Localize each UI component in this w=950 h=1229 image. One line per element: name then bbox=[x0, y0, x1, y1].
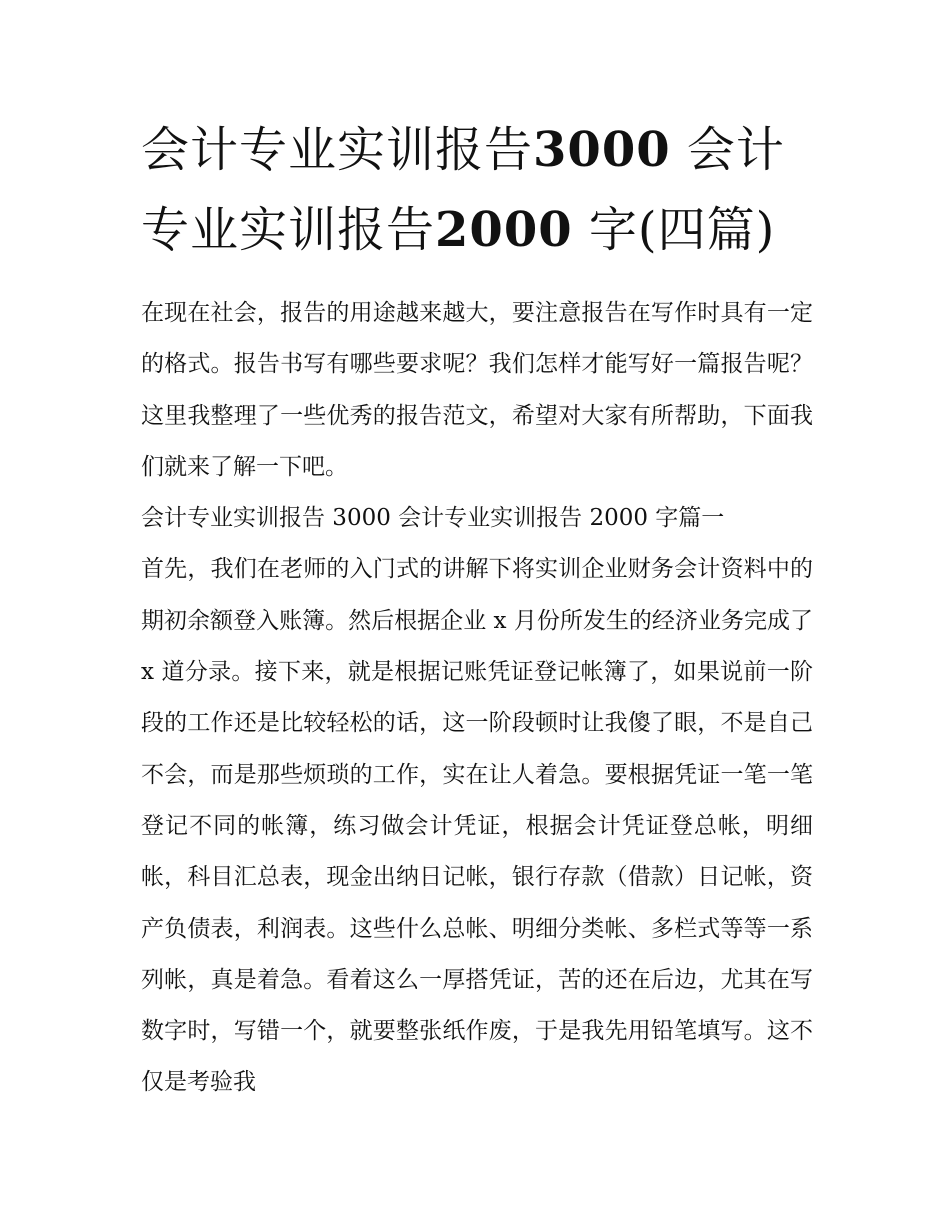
section-heading: 会计专业实训报告 3000 会计专业实训报告 2000 字篇一 bbox=[141, 505, 725, 532]
title-text: 会计 bbox=[686, 122, 785, 178]
title-text: 专业实训报告 bbox=[141, 202, 436, 258]
document-title bbox=[141, 110, 813, 270]
title-text: 字(四篇) bbox=[588, 202, 776, 258]
document-page bbox=[141, 110, 813, 1109]
title-number: 2000 bbox=[435, 202, 573, 258]
title-number: 3000 bbox=[533, 122, 671, 178]
body-paragraph: 首先，我们在老师的入门式的讲解下将实训企业财务会计资料中的期初余额登入账簿。然后根据企业 x 月份所发生的经济业务完成了 x 道分录。接下来，就是根据记账凭证登记帐簿了，如果说前一阶段的工作还是比较轻松的话，这一阶段顿时让我傻了眼，不是自己不会，而是那些烦琐的工作，实在让人着急。要根据凭证一笔一笔登记不同的帐簿，练习做会计凭证，根据会计凭证登总帐，明细帐，科目汇总表，现金出纳日记帐，银行存款（借款）日记帐，资产负债表，利润表。这些什么总帐、明细分类帐、多栏式等等一系列帐，真是着急。看着这么一厚搭凭证，苦的还在后边，尤其在写数字时，写错一个，就要整张纸作废，于是我先用铅笔填写。这不仅是考验我 bbox=[141, 556, 813, 1096]
title-text: 会计专业实训报告 bbox=[141, 122, 534, 178]
intro-paragraph: 在现在社会，报告的用途越来越大，要注意报告在写作时具有一定的格式。报告书写有哪些要求呢？我们怎样才能写好一篇报告呢？这里我整理了一些优秀的报告范文，希望对大家有所帮助，下面我们就来了解一下吧。 bbox=[141, 300, 813, 480]
title-line-2 bbox=[141, 190, 813, 270]
document-body bbox=[141, 288, 813, 1109]
title-line-1 bbox=[141, 110, 813, 190]
